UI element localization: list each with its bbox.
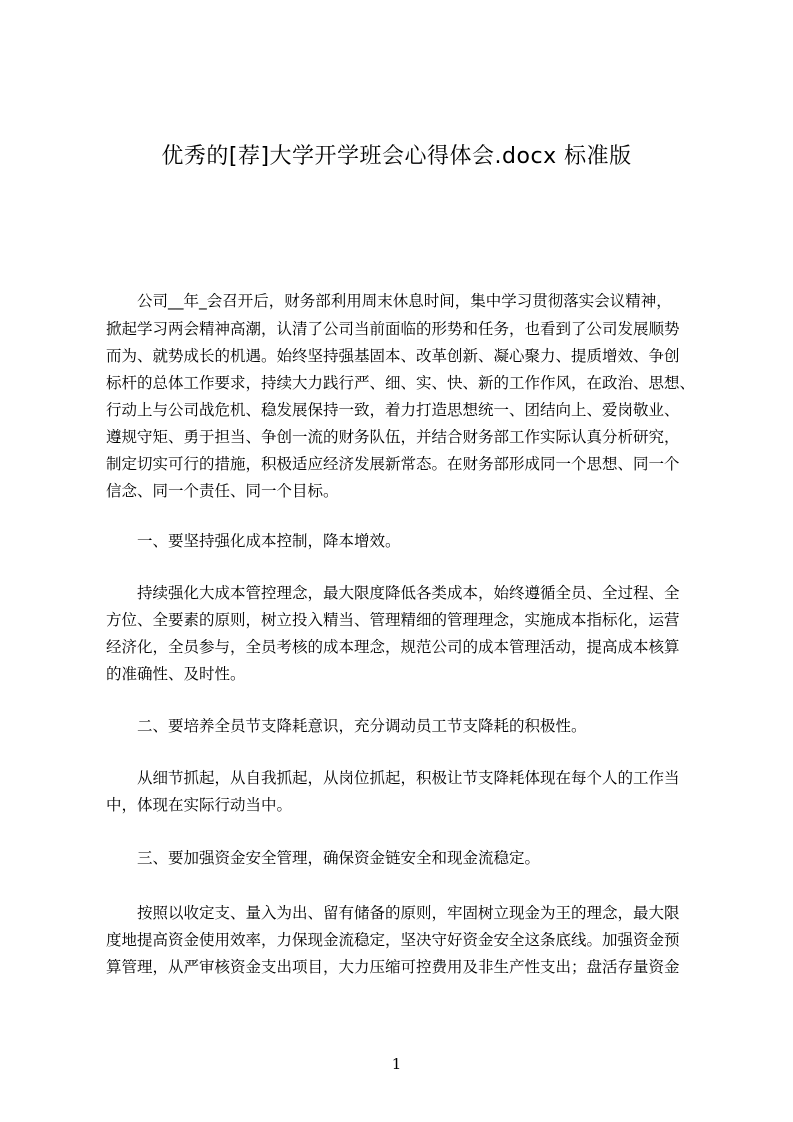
- paragraph-line: 持续强化大成本管控理念，最大限度降低各类成本，始终遵循全员、全过程、全: [106, 584, 680, 602]
- paragraph-line: 中，体现在实际行动当中。: [106, 796, 293, 814]
- document-title: 优秀的[荐]大学开学班会心得体会.docx 标准版: [161, 144, 632, 169]
- paragraph-line: 制定切实可行的措施，积极适应经济发展新常态。在财务部形成同一个思想、同一个: [106, 455, 680, 473]
- paragraph-line: 标杆的总体工作要求，持续大力践行严、细、实、快、新的工作作风，在政治、思想、: [106, 374, 696, 392]
- paragraph-line: 公司__年_会召开后，财务部利用周末休息时间，集中学习贯彻落实会议精神，: [106, 292, 672, 310]
- paragraph-line: 遵规守矩、勇于担当、争创一流的财务队伍，并结合财务部工作实际认真分析研究，: [106, 428, 680, 446]
- paragraph-line: 掀起学习两会精神高潮，认清了公司当前面临的形势和任务，也看到了公司发展顺势: [106, 320, 680, 338]
- paragraph-line: 从细节抓起，从自我抓起，从岗位抓起，积极让节支降耗体现在每个人的工作当: [106, 769, 680, 787]
- paragraph-line: 算管理，从严审核资金支出项目，大力压缩可控费用及非生产性支出；盘活存量资金: [106, 958, 680, 976]
- paragraph-line: 的准确性、及时性。: [106, 665, 246, 683]
- paragraph-line: 行动上与公司战危机、稳发展保持一致，着力打造思想统一、团结向上、爱岗敬业、: [106, 401, 680, 419]
- section-heading: 三、要加强资金安全管理，确保资金链安全和现金流稳定。: [106, 849, 541, 867]
- paragraph-line: 方位、全要素的原则，树立投入精当、管理精细的管理理念，实施成本指标化，运营: [106, 611, 680, 629]
- page-number: 1: [391, 1055, 402, 1073]
- section-heading: 一、要坚持强化成本控制，降本增效。: [106, 532, 401, 550]
- paragraph-line: 按照以收定支、量入为出、留有储备的原则，牢固树立现金为王的理念，最大限: [106, 904, 680, 922]
- paragraph-line: 信念、同一个责任、同一个目标。: [106, 482, 339, 500]
- paragraph-line: 度地提高资金使用效率，力保现金流稳定，坚决守好资金安全这条底线。加强资金预: [106, 931, 680, 949]
- paragraph-line: 经济化，全员参与，全员考核的成本理念，规范公司的成本管理活动，提高成本核算: [106, 638, 680, 656]
- paragraph-line: 而为、就势成长的机遇。始终坚持强基固本、改革创新、凝心聚力、提质增效、争创: [106, 347, 680, 365]
- section-heading: 二、要培养全员节支降耗意识，充分调动员工节支降耗的积极性。: [106, 717, 587, 735]
